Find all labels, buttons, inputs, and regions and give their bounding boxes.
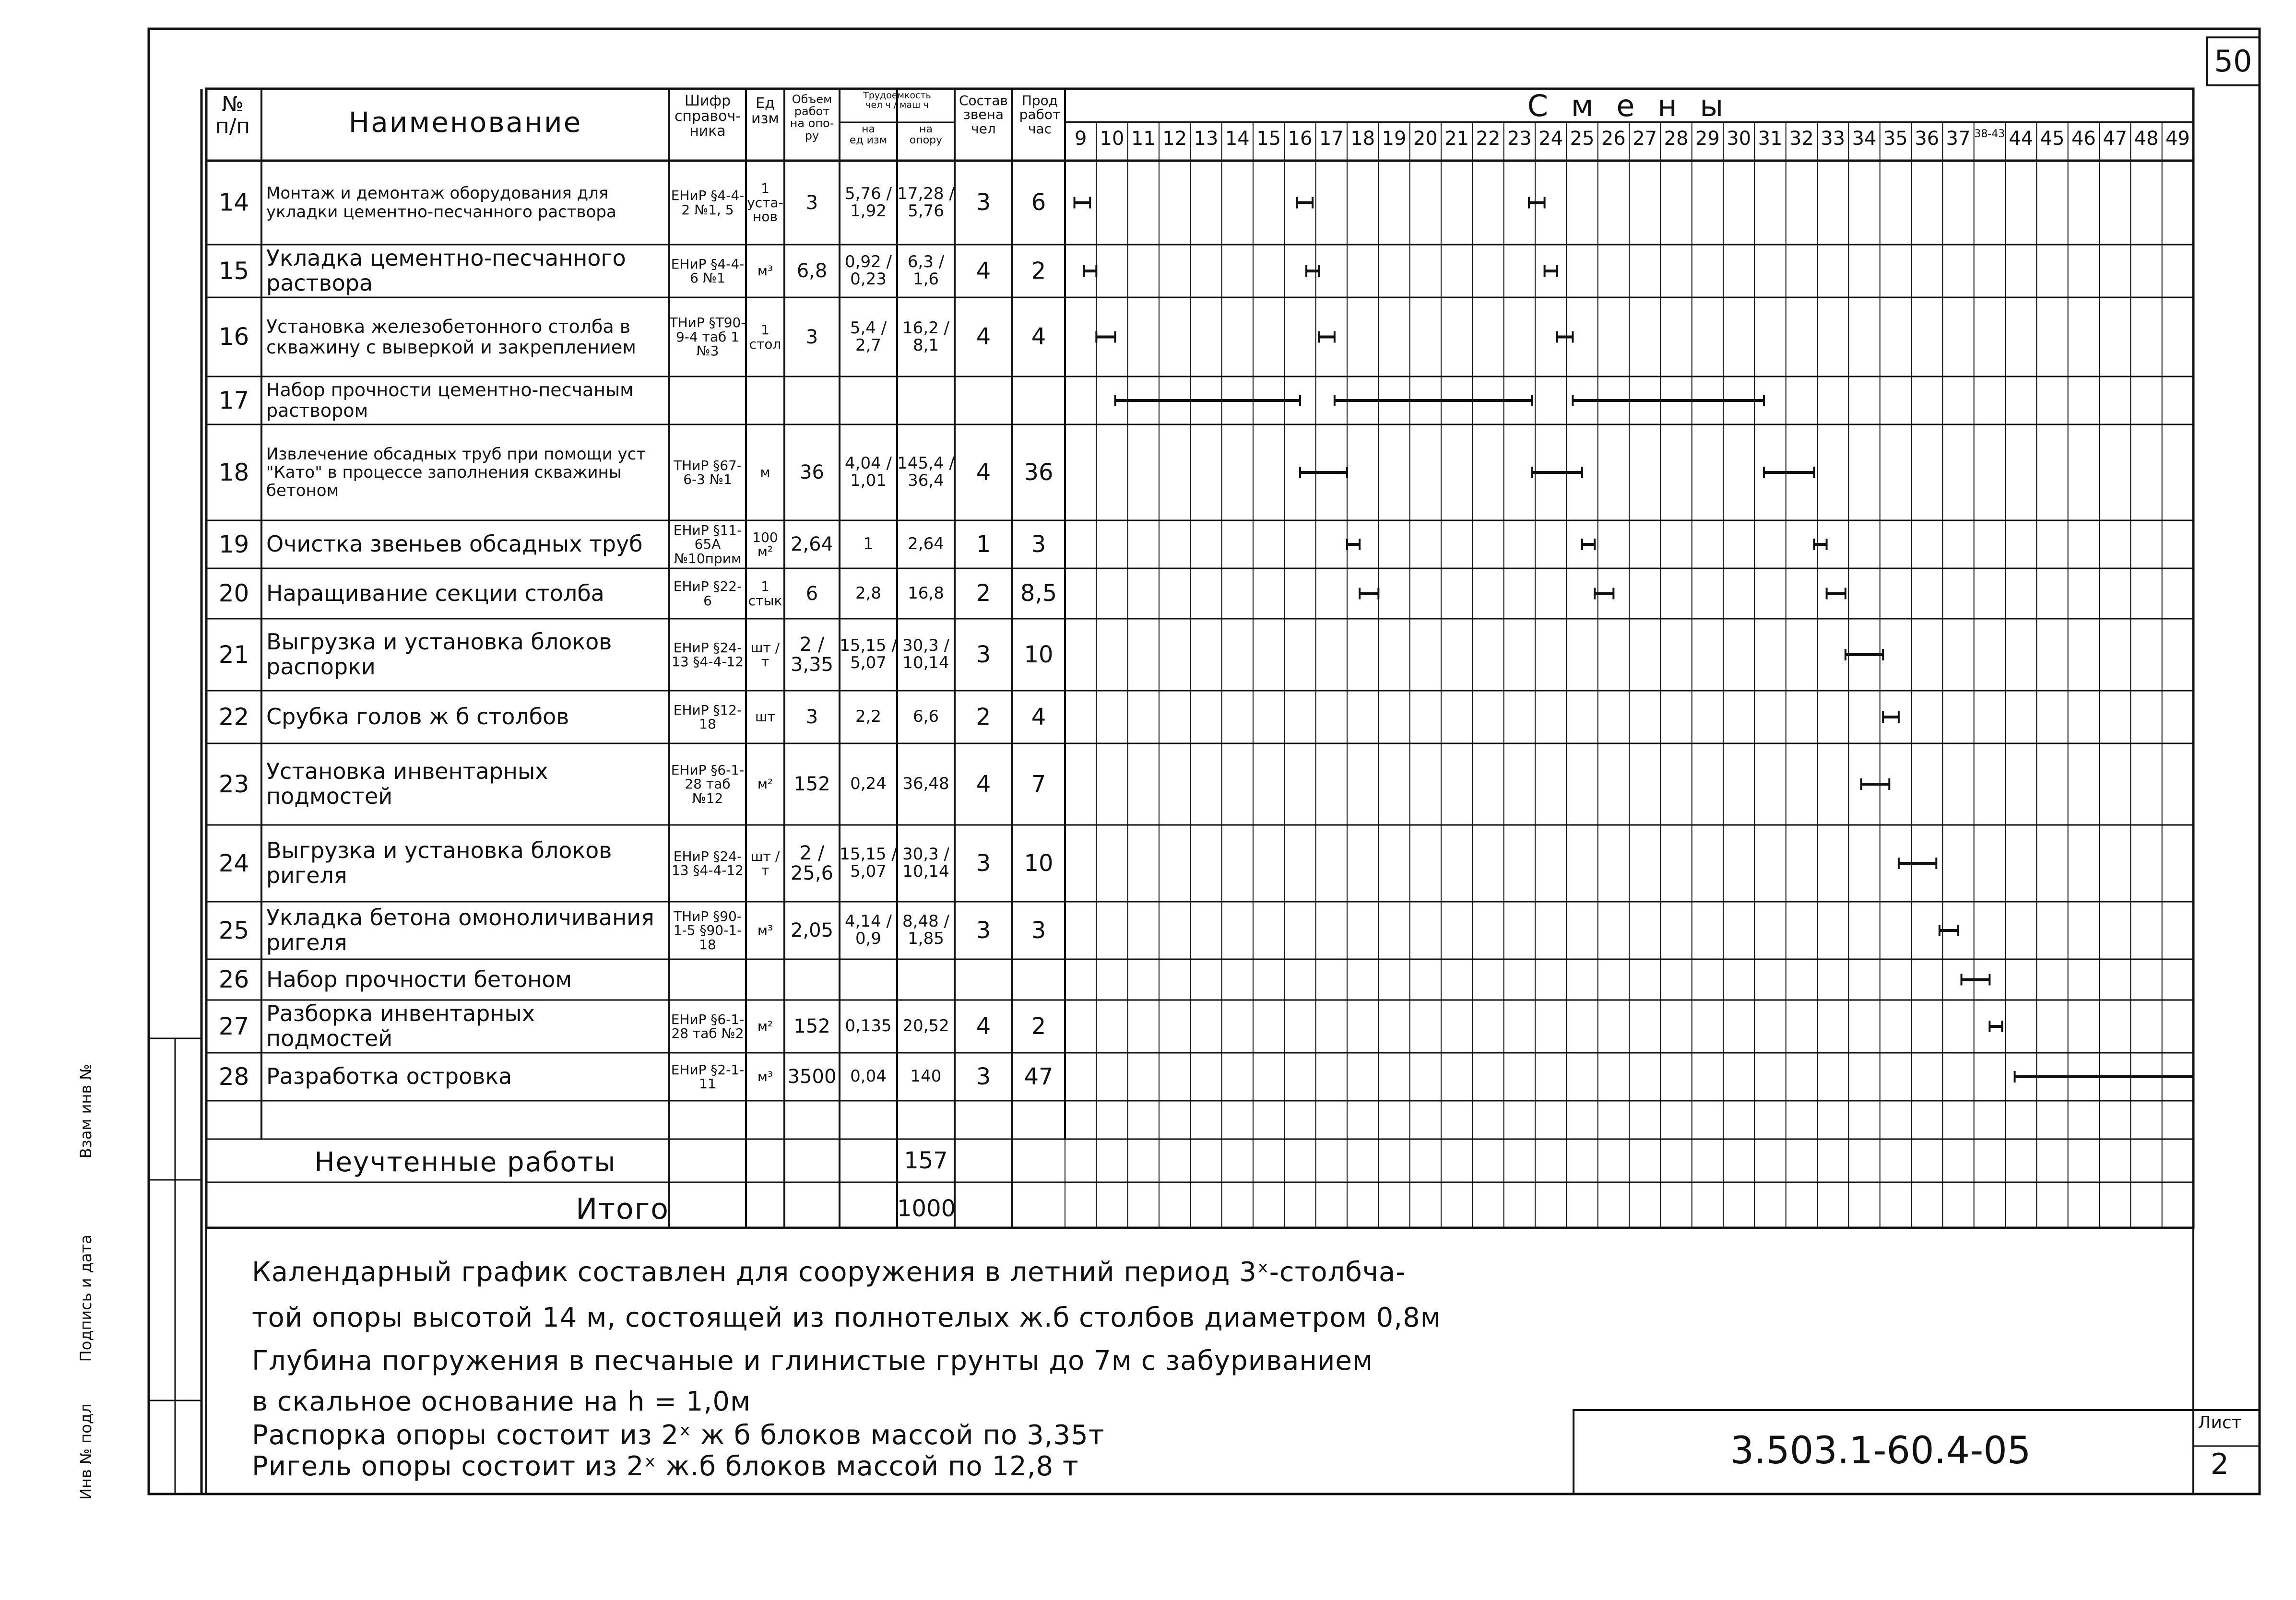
row-number: 21	[218, 640, 249, 669]
schedule-bar	[1545, 265, 1557, 277]
row-code: ЕНиР §6-1-28 таб №2	[671, 1011, 745, 1041]
row-labor-unit	[840, 959, 897, 1000]
schedule-bar	[1827, 588, 1846, 600]
row-code: ЕНиР §22-6	[673, 578, 742, 609]
shift-number: 28	[1664, 128, 1689, 150]
row-code: ЕНиР §24-13 §4-4-12	[672, 848, 744, 878]
shift-number: 20	[1413, 128, 1438, 150]
row-labor-support: 17,28 / 5,76	[897, 184, 955, 221]
row-crew: 3	[976, 917, 991, 944]
header-duration: Прод работ час	[1019, 93, 1061, 137]
row-duration: 2	[1031, 1012, 1046, 1040]
row-labor-support: 16,2 / 8,1	[902, 318, 949, 355]
row-code: ЕНиР §4-4-2 №1, 5	[671, 188, 745, 218]
row-crew: 4	[976, 1012, 991, 1040]
row-name: Укладка бетона омоноличивания ригеля	[266, 905, 654, 955]
schedule-bar	[1962, 974, 1990, 986]
schedule-bar	[1573, 395, 1764, 406]
row-code: ТНиР §Т90-9-4 таб 1 №3	[669, 315, 746, 359]
row-crew: 4	[976, 257, 991, 284]
row-code: ТНиР §90-1-5 §90-1-18	[673, 908, 742, 953]
shift-number: 19	[1382, 128, 1407, 150]
row-crew	[955, 376, 1012, 424]
row-unit	[746, 376, 784, 424]
schedule-bar	[1084, 265, 1096, 277]
row-number: 16	[218, 323, 249, 351]
row-labor-support: 20,52	[902, 1016, 949, 1036]
row-crew: 3	[976, 189, 991, 216]
row-name: Извлечение обсадных труб при помощи уст "Като" в процессе заполнения скважины бетоном	[266, 444, 646, 501]
schedule-bar	[1347, 539, 1360, 550]
row-volume: 152	[793, 773, 830, 795]
row-labor-unit: 0,92 / 0,23	[845, 252, 892, 289]
row-crew: 3	[976, 849, 991, 877]
row-name: Укладка цементно-песчанного раствора	[266, 245, 626, 296]
row-crew: 4	[976, 459, 991, 486]
row-crew: 3	[976, 1063, 991, 1090]
row-name: Монтаж и демонтаж оборудования для укладки цементно-песчанного раствора	[266, 184, 616, 222]
row-labor-unit: 4,14 / 0,9	[845, 912, 892, 948]
schedule-bar	[1529, 197, 1545, 209]
note-line-2: той опоры высотой 14 м, состоящей из полнотелых ж.б столбов диаметром 0,8м	[252, 1302, 1441, 1333]
header-labor: Трудоемкость чел ч / маш ч	[863, 90, 931, 110]
row-duration: 6	[1031, 189, 1046, 216]
row-duration: 8,5	[1020, 580, 1057, 607]
row-volume: 152	[793, 1015, 830, 1037]
note-line-6: Ригель опоры состоит из 2ˣ ж.б блоков массой по 12,8 т	[252, 1451, 1079, 1482]
row-volume: 6	[805, 582, 818, 605]
row-number: 19	[218, 530, 249, 558]
shift-number: 17	[1319, 128, 1344, 150]
shift-number: 32	[1789, 128, 1814, 150]
row-name: Установка инвентарных подмостей	[266, 758, 548, 809]
row-number: 18	[218, 458, 249, 486]
row-labor-unit: 15,15 / 5,07	[840, 845, 897, 881]
shift-number: 13	[1194, 128, 1219, 150]
row-duration: 3	[1031, 530, 1046, 558]
row-number: 14	[218, 188, 249, 217]
row-labor-support: 30,3 / 10,14	[902, 636, 949, 672]
note-line-5: Распорка опоры состоит из 2ˣ ж б блоков массой по 3,35т	[252, 1420, 1105, 1451]
row-crew: 2	[976, 703, 991, 730]
stamp-sheet-label: Лист	[2198, 1413, 2242, 1433]
row-duration: 47	[1024, 1063, 1053, 1090]
schedule-bar	[2015, 1071, 2193, 1082]
row-unit: м²	[757, 1018, 773, 1035]
header-unit: Ед изм	[751, 95, 780, 127]
row-unit: м³	[757, 922, 773, 939]
schedule-bar	[1300, 467, 1347, 478]
shift-number: 46	[2071, 128, 2096, 150]
shift-number: 48	[2134, 128, 2159, 150]
header-labor-unit: на ед изм	[849, 123, 888, 147]
shift-number: 11	[1131, 128, 1156, 150]
schedule-bar	[1989, 1021, 2002, 1032]
unaccounted-value: 157	[904, 1147, 948, 1174]
stamp-code: 3.503.1-60.4-05	[1730, 1429, 2031, 1472]
header-crew: Состав звена чел	[959, 93, 1008, 137]
row-number: 22	[218, 703, 249, 731]
stamp-sheet-value: 2	[2210, 1447, 2229, 1481]
header-name: Наименование	[348, 106, 582, 139]
row-unit: 1 стык	[748, 578, 782, 609]
row-labor-unit: 5,76 / 1,92	[845, 184, 892, 221]
row-name: Установка железобетонного столба в скважину с выверкой и закреплением	[266, 316, 636, 358]
schedule-bar	[1306, 265, 1319, 277]
shift-number: 15	[1256, 128, 1281, 150]
schedule-bar	[1814, 539, 1826, 550]
row-number: 15	[218, 257, 249, 285]
row-labor-unit: 5,4 / 2,7	[850, 318, 887, 355]
schedule-bar	[1557, 331, 1573, 343]
total-label: Итого	[576, 1192, 669, 1226]
schedule-bar	[1319, 331, 1335, 343]
row-number: 24	[218, 849, 249, 877]
shift-number: 31	[1758, 128, 1783, 150]
row-volume	[784, 959, 840, 1000]
row-labor-support: 6,3 / 1,6	[907, 252, 945, 289]
row-volume: 2 / 3,35	[790, 634, 834, 676]
shift-number: 44	[2009, 128, 2034, 150]
shift-number: 34	[1852, 128, 1877, 150]
schedule-bar	[1582, 539, 1595, 550]
row-name: Выгрузка и установка блоков распорки	[266, 629, 612, 680]
row-code: ЕНиР §2-1-11	[671, 1061, 745, 1092]
shift-number: 30	[1727, 128, 1752, 150]
row-code: ЕНиР §12-18	[673, 702, 742, 732]
sheet-number-top: 50	[2214, 44, 2252, 79]
row-name: Набор прочности цементно-песчаным раствором	[266, 379, 634, 421]
shift-number: 22	[1476, 128, 1501, 150]
note-line-4: в скальное основание на h = 1,0м	[252, 1386, 751, 1417]
unaccounted-label: Неучтенные работы	[314, 1147, 616, 1178]
row-crew: 3	[976, 641, 991, 668]
row-labor-support: 140	[910, 1067, 942, 1086]
schedule-bar	[1096, 331, 1115, 343]
row-code: ЕНиР §4-4-6 №1	[671, 256, 745, 286]
row-code: ЕНиР §24-13 §4-4-12	[672, 639, 744, 670]
row-name: Наращивание секции столба	[266, 580, 604, 606]
shift-number: 47	[2103, 128, 2128, 150]
schedule-bar	[1899, 858, 1936, 869]
row-volume	[784, 376, 840, 424]
row-duration: 7	[1031, 770, 1046, 798]
row-name: Разработка островка	[266, 1063, 512, 1090]
row-crew: 4	[976, 323, 991, 351]
row-volume: 2,05	[790, 919, 834, 941]
row-labor-unit: 1	[863, 534, 874, 554]
side-label-replace: Взам инв №	[77, 1064, 95, 1159]
row-crew: 4	[976, 770, 991, 798]
row-unit: шт	[755, 709, 775, 725]
row-code: ЕНиР §11-65А №10прим	[673, 522, 742, 566]
row-duration: 4	[1031, 703, 1046, 730]
row-unit: м³	[757, 1069, 773, 1085]
schedule-bar	[1075, 197, 1090, 209]
header-labor-support: на опору	[909, 123, 943, 147]
shift-number: 23	[1507, 128, 1532, 150]
row-code: ТНиР §67-6-3 №1	[674, 457, 742, 487]
row-labor-support: 6,6	[912, 707, 939, 727]
row-unit: м³	[757, 263, 773, 279]
row-unit	[746, 959, 784, 1000]
shift-number: 26	[1601, 128, 1626, 150]
row-volume: 3500	[787, 1066, 837, 1088]
row-code	[669, 376, 746, 424]
row-labor-unit: 2,2	[855, 707, 882, 727]
schedule-bar	[1764, 467, 1814, 478]
shift-number: 33	[1821, 128, 1846, 150]
row-number: 28	[218, 1062, 249, 1091]
schedule-bar	[1861, 778, 1889, 790]
row-name: Выгрузка и установка блоков ригеля	[266, 837, 612, 888]
row-labor-unit: 4,04 / 1,01	[845, 454, 892, 490]
row-unit: м	[760, 464, 770, 481]
row-name: Срубка голов ж б столбов	[266, 704, 569, 730]
row-name: Очистка звеньев обсадных труб	[266, 531, 643, 557]
row-duration	[1012, 959, 1065, 1000]
row-unit: м²	[757, 776, 773, 792]
row-volume: 2 / 25,6	[790, 842, 834, 884]
row-code	[669, 959, 746, 1000]
row-labor-unit: 0,135	[845, 1016, 892, 1036]
row-crew: 2	[976, 580, 991, 607]
shift-number: 10	[1100, 128, 1124, 150]
row-unit: 1 уста-нов	[747, 180, 783, 225]
shift-number: 27	[1633, 128, 1657, 150]
note-line-3: Глубина погружения в песчаные и глинистые грунты до 7м с забуриванием	[252, 1345, 1373, 1376]
row-unit: шт / т	[750, 848, 780, 878]
header-shifts: С м е н ы	[1527, 88, 1730, 123]
row-duration: 36	[1024, 459, 1053, 486]
shift-number: 29	[1695, 128, 1720, 150]
row-labor-support	[897, 959, 955, 1000]
shift-number: 14	[1225, 128, 1250, 150]
schedule-bar	[1883, 711, 1899, 723]
header-num: № п/п	[215, 92, 250, 139]
row-labor-support: 2,64	[908, 534, 944, 554]
shift-number: 9	[1074, 128, 1087, 150]
total-value: 1000	[897, 1195, 956, 1222]
shift-number: 16	[1288, 128, 1313, 150]
row-name: Набор прочности бетоном	[266, 966, 572, 992]
row-volume: 36	[800, 461, 824, 483]
row-labor-support: 8,48 / 1,85	[902, 912, 949, 948]
shift-number: 38-43	[1974, 128, 2005, 140]
row-number: 17	[218, 386, 249, 414]
row-duration: 10	[1024, 849, 1053, 877]
row-number: 20	[218, 579, 249, 608]
schedule-bar	[1532, 467, 1582, 478]
schedule-bar	[1115, 395, 1300, 406]
shift-number: 24	[1539, 128, 1563, 150]
row-volume: 6,8	[796, 260, 828, 282]
side-label-sign: Подпись и дата	[77, 1235, 95, 1362]
shift-number: 18	[1350, 128, 1375, 150]
shift-number: 36	[1915, 128, 1940, 150]
side-label-inv: Инв № подл	[77, 1403, 95, 1500]
row-name: Разборка инвентарных подмостей	[266, 1000, 535, 1051]
note-line-1: Календарный график составлен для сооружения в летний период 3ˣ-столбча-	[252, 1257, 1406, 1288]
row-volume: 3	[805, 706, 818, 728]
shift-number: 49	[2165, 128, 2190, 150]
row-labor-unit: 0,04	[850, 1067, 887, 1086]
row-unit: шт / т	[750, 639, 780, 670]
shift-number: 35	[1883, 128, 1908, 150]
header-code: Шифр справоч- ника	[674, 93, 741, 140]
row-number: 23	[218, 770, 249, 798]
row-volume: 3	[805, 326, 818, 348]
shift-number: 21	[1444, 128, 1469, 150]
row-number: 27	[218, 1012, 249, 1040]
row-labor-unit: 2,8	[855, 583, 882, 603]
shift-number: 12	[1162, 128, 1187, 150]
row-labor-support: 30,3 / 10,14	[902, 845, 949, 881]
row-labor-unit	[840, 376, 897, 424]
shift-number: 45	[2040, 128, 2065, 150]
row-labor-unit: 15,15 / 5,07	[840, 636, 897, 672]
row-labor-support: 16,8	[908, 583, 944, 603]
row-unit: 1 стол	[749, 322, 781, 352]
row-labor-unit: 0,24	[850, 774, 887, 794]
schedule-bar	[1297, 197, 1313, 209]
row-duration: 2	[1031, 257, 1046, 284]
row-volume: 2,64	[790, 533, 834, 555]
row-duration	[1012, 376, 1065, 424]
schedule-bar	[1360, 588, 1378, 600]
row-duration: 3	[1031, 917, 1046, 944]
row-labor-support	[897, 376, 955, 424]
row-unit: 100 м²	[752, 529, 778, 559]
schedule-bar	[1846, 649, 1883, 660]
row-number: 26	[218, 965, 249, 994]
schedule-bar	[1335, 395, 1532, 406]
row-labor-support: 36,48	[902, 774, 949, 794]
row-duration: 4	[1031, 323, 1046, 351]
row-number: 25	[218, 916, 249, 944]
header-volume: Объем работ на опо- ру	[790, 93, 834, 142]
row-crew	[955, 959, 1012, 1000]
shift-number: 25	[1570, 128, 1595, 150]
row-volume: 3	[805, 191, 818, 214]
row-duration: 10	[1024, 641, 1053, 668]
row-crew: 1	[976, 530, 991, 558]
row-labor-support: 145,4 / 36,4	[897, 454, 955, 490]
row-code: ЕНиР §6-1-28 таб №12	[671, 762, 745, 806]
shift-number: 37	[1946, 128, 1971, 150]
